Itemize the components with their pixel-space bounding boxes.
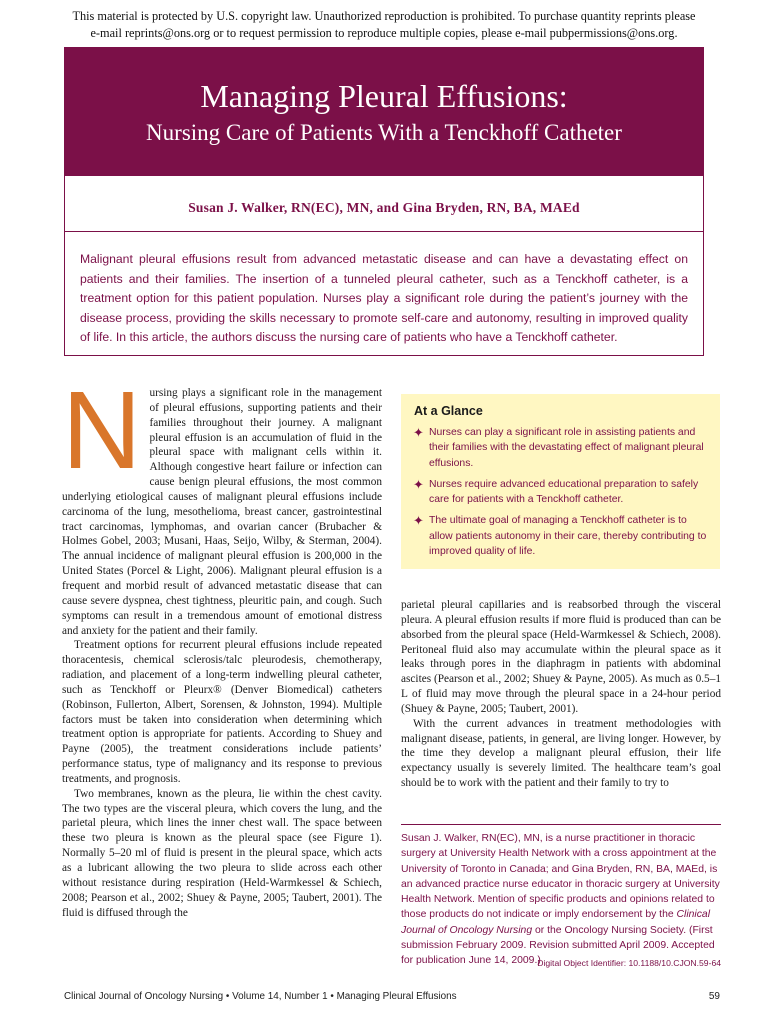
four-point-star-icon: ✦ <box>413 513 424 529</box>
drop-cap: N <box>62 369 142 492</box>
author-bio <box>401 831 721 969</box>
left-column <box>62 369 382 920</box>
body-paragraph-1: ursing plays a significant role in the management of pleural effusions, supporting patients and their families throughout their journey. A malignant pleural effusion is an accumulation of fluid in the pleural space with malignant cells within it. Although congestive heart failure or infection can cause benign pleural effusions, the most common underlying etiological causes of malignant pleural effusions include carcinoma of the lung, mesothelioma, breast cancer, gastrointestinal tract carcinomas, lymphomas, and ovarian cancer (Brubacher & Holmes Gobel, 2003; Musani, Haas, Seijo, Wilby, & Sterman, 2004). The annual incidence of malignant pleural effusion is 200,000 in the United States (Porcel & Light, 2006). Malignant pleural effusion is a frequent and morbid result of advanced metastatic disease that can cause severe dyspnea, chest tightness, pleuritic pain, and cough. Such symptoms can result in a tremendous amount of emotional distress and anxiety for the patient and their family. <box>62 387 382 637</box>
glance-item-text: Nurses require advanced educational preparation to safely care for patients with a Tenckhoff catheter. <box>429 478 699 506</box>
title-banner <box>64 47 704 176</box>
running-footer: Clinical Journal of Oncology Nursing • Volume 14, Number 1 • Managing Pleural Effusions <box>64 991 457 1002</box>
glance-item-text: The ultimate goal of managing a Tenckhoff catheter is to allow patients autonomy in their care, thereby contributing to improved quality of life. <box>429 515 707 558</box>
at-a-glance-box <box>401 394 720 569</box>
glance-heading: At a Glance <box>414 404 483 418</box>
abstract: Malignant pleural effusions result from advanced metastatic disease and can have a devastating effect on patients and their families. The insertion of a tunneled pleural catheter, such as a Tenckhoff catheter, is a treatment option for this patient population. Nurses play a significant role during the patient’s journey with the disease process, providing the skills necessary to promote self-care and autonomy, resulting in improved quality of life. In this article, the authors discuss the nursing care of patients who have a Tenckhoff catheter. <box>80 252 688 344</box>
doi: Digital Object Identifier: 10.1188/10.CJON.59-64 <box>537 958 721 968</box>
header-divider <box>64 231 704 232</box>
four-point-star-icon: ✦ <box>413 476 424 492</box>
body-paragraph-2: Treatment options for recurrent pleural effusions include repeated thoracentesis, chemical sclerosis/talc pleurodesis, chemotherapy, radiation, and placement of a long-term indwelling pleural catheter, such as Tenckhoff or Pleurx® (Denver Biomedical) catheters (Robinson, Fullerton, Albert, Sorensen, & Johnston, 1994). Multiple factors must be taken into consideration when determining which treatment option is appropriate for patients. According to Shuey and Payne (2005), the treatment considerations include patients’ performance status, type of malignancy and its response to previous treatments, and prognosis. <box>62 639 382 785</box>
body-paragraph-3: Two membranes, known as the pleura, lie within the chest cavity. The two types are the visceral pleura, which covers the lung, and the parietal pleura, which lines the inner chest wall. The space between these two pleura is known as the pleural space (see Figure 1). Normally 5–20 ml of fluid is present in the pleural space, which acts as a lubricant allowing the two pleura to slide across each other without resistance during respiration (Held-Warmkessel & Schiech, 2008; Pearson et al., 2002; Shuey & Payne, 2005; Taubert, 2001). The fluid is diffused through the <box>62 787 382 919</box>
copyright-notice <box>0 8 768 41</box>
bio-text-2: or the Oncology Nursing Society. (First submission February 2009. Revision submitted April 2009. Accepted for publication June 14, 2009.) <box>401 924 715 967</box>
copyright-line-2: e-mail reprints@ons.org or to request permission to reproduce multiple copies, please e-mail pubpermissions@ons.org. <box>90 25 678 40</box>
bio-divider <box>401 824 721 825</box>
body-paragraph-4: parietal pleural capillaries and is reabsorbed through the visceral pleura. A pleural effusion results if more fluid is produced than can be absorbed from the pleural space (Held-Warmkessel & Schiech, 2008). Peritoneal fluid also may accumulate within the pleural space as it leaks through pores in the diaphragm in patients with abdominal ascites (Pearson et al., 2002; Shuey & Payne, 2005). As much as 0.5–1 L of fluid may move through the pleural space in a 24-hour period (Shuey & Payne, 2005; Taubert, 2001). <box>401 599 721 715</box>
page-number: 59 <box>708 991 720 1002</box>
glance-item <box>413 425 708 471</box>
bio-journal-name: Clinical Journal of Oncology Nursing <box>401 909 711 936</box>
article-subtitle: Nursing Care of Patients With a Tenckhoff Catheter <box>146 120 622 145</box>
right-column <box>401 598 721 791</box>
body-paragraph-5: With the current advances in treatment methodologies with malignant disease, patients, in general, are living longer. However, by the time they develop a malignant pleural effusion, their life expectancy usually is severely limited. The healthcare team’s goal should be to work with the patient and their family to try to <box>401 717 721 790</box>
glance-item <box>413 477 708 508</box>
glance-item-text: Nurses can play a significant role in assisting patients and their families with the devastating effect of malignant pleural effusions. <box>429 427 704 469</box>
copyright-line-1: This material is protected by U.S. copyright law. Unauthorized reproduction is prohibited. To purchase quantity reprints please <box>72 9 696 23</box>
four-point-star-icon: ✦ <box>413 425 424 440</box>
author-line: Susan J. Walker, RN(EC), MN, and Gina Bryden, RN, BA, MAEd <box>188 200 580 215</box>
bio-text-1: Susan J. Walker, RN(EC), MN, is a nurse practitioner in thoracic surgery at University Health Network with a cross appointment at the University of Toronto in Canada; and Gina Bryden, RN, BA, MAEd, is an advanced practice nurse educator in thoracic surgery at University Health Network. Mention of specific products and opinions related to those products do not indicate or imply endorsement by the <box>401 833 720 921</box>
glance-item <box>413 513 708 559</box>
article-title: Managing Pleural Effusions: <box>200 78 568 114</box>
